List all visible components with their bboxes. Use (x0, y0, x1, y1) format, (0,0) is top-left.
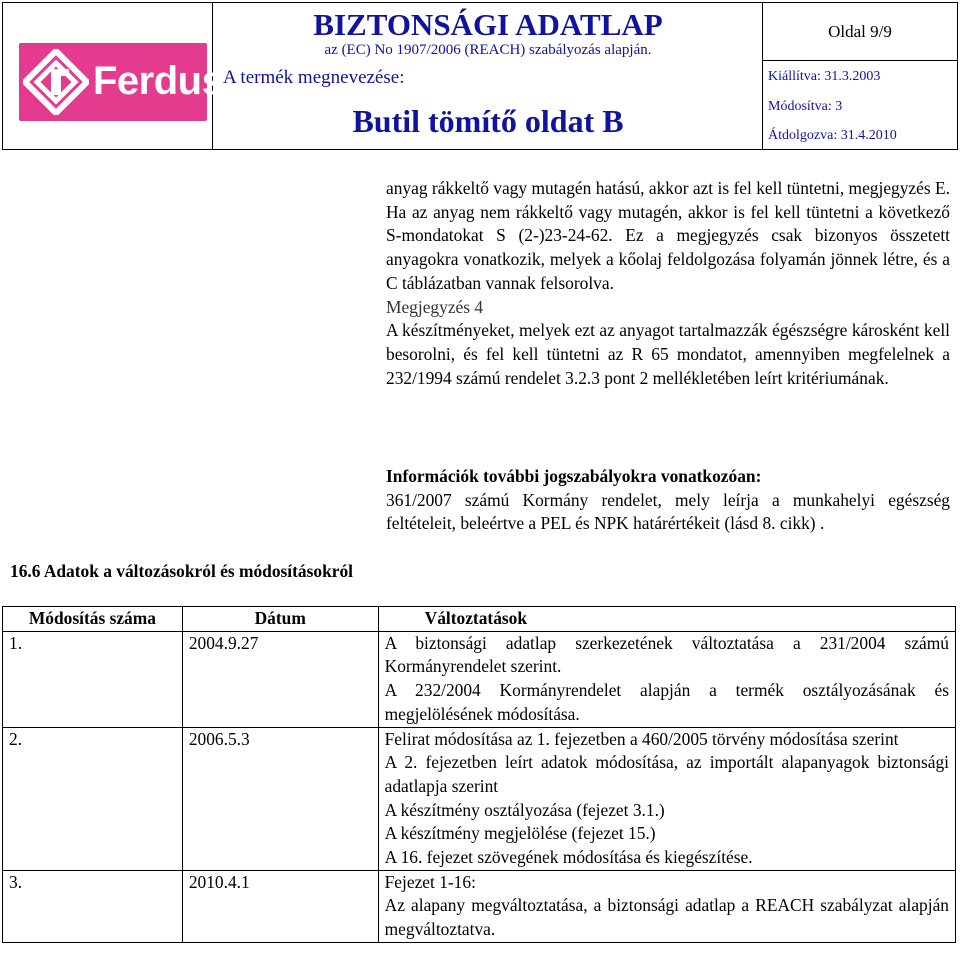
column-header-changes: Változtatások (378, 607, 955, 632)
info-text: 361/2007 számú Kormány rendelet, mely leírja a munkahelyi egészség feltételeit, beleértve a PEL és NPK határértékeit (lásd 8. cikk) . (386, 489, 950, 534)
paragraph-carcinogen: anyag rákkeltő vagy mutagén hatású, akkor azt is fel kell tüntetni, megjegyzés E. Ha az anyag nem rákkeltő vagy mutagén, akkor is fel kell tüntetni a következő S-mondatokat S (2-)23-24-62. Ez a megjegyzés csak bizonyos összetett anyagokra vonatkozik, melyek a kőolaj feldolgozása folyamán jönnek létre, és a C táblázatban vannak felsorolva. (386, 178, 950, 293)
row-date: 2010.4.1 (182, 870, 378, 942)
info-block (386, 465, 950, 536)
row-changes (378, 727, 955, 870)
note4-title: Megjegyzés 4 (386, 296, 484, 317)
column-header-date: Dátum (182, 607, 378, 632)
column-header-number: Módosítás száma (3, 607, 183, 632)
row-number: 1. (3, 631, 183, 727)
document-header (2, 2, 958, 150)
note4-text: A készítményeket, melyek ezt az anyagot tartalmazzák égészségre károsként kell besorolni, és fel kell tüntetni az R 65 mondatot, amennyiben megfelelnek a 232/1994 számú rendelet 3.2.3 pont 2 mellékletében leírt kritériumának. (386, 320, 950, 388)
logo-cell (3, 3, 224, 149)
regulation-line: az (EC) No 1907/2006 (REACH) szabályozás alapján. (324, 42, 652, 58)
revision-number: Módosítva: 3 (768, 99, 843, 114)
ferdus-logo (19, 43, 224, 121)
logo-text: Ferdus (93, 59, 224, 103)
change-line: Az alapany megváltoztatása, a biztonsági adatlap a REACH szabályzat alapján megváltoztatva. (384, 895, 949, 940)
table-row (3, 631, 956, 727)
change-line: A 16. fejezet szövegének módosítása és kiegészítése. (384, 847, 753, 868)
table-header-row (3, 607, 956, 632)
change-line: A 232/2004 Kormányrendelet alapján a termék osztályozásának és megjelölésének módosítása. (384, 680, 949, 724)
change-line: A készítmény osztályozása (fejezet 3.1.) (384, 799, 665, 820)
change-line: A 2. fejezetben leírt adatok módosítása, az importált alapanyagok biztonsági adatlapja szerint (384, 752, 949, 796)
header-title-cell (213, 3, 763, 149)
row-date: 2006.5.3 (182, 727, 378, 870)
section-heading: 16.6 Adatok a változásokról és módosításokról (10, 561, 353, 581)
row-changes (378, 631, 955, 727)
row-number: 3. (3, 870, 183, 942)
page-number: Oldal 9/9 (763, 3, 957, 61)
body-paragraph-block (386, 177, 950, 390)
header-meta-cell (763, 3, 957, 149)
row-number: 2. (3, 727, 183, 870)
ferdus-logo-icon (23, 49, 89, 115)
row-date: 2004.9.27 (182, 631, 378, 727)
info-heading: Információk további jogszabályokra vonatkozóan: (386, 466, 762, 486)
change-line: Felirat módosítása az 1. fejezetben a 460/2005 törvény módosítása szerint (384, 728, 899, 749)
product-name: Butil tömítő oldat B (352, 103, 624, 139)
document-title: BIZTONSÁGI ADATLAP (313, 7, 663, 42)
change-line: Fejezet 1-16: (384, 871, 476, 892)
product-label: A termék megnevezése: (223, 67, 405, 88)
table-row (3, 727, 956, 870)
table-row (3, 870, 956, 942)
reviewed-date: Átdolgozva: 31.4.2010 (768, 128, 897, 143)
changes-table (2, 606, 956, 943)
row-changes (378, 870, 955, 942)
change-line: A biztonsági adatlap szerkezetének változtatása a 231/2004 számú Kormányrendelet szerint. (384, 632, 949, 677)
issued-date: Kiállítva: 31.3.2003 (768, 69, 881, 84)
change-line: A készítmény megjelölése (fejezet 15.) (384, 823, 656, 844)
